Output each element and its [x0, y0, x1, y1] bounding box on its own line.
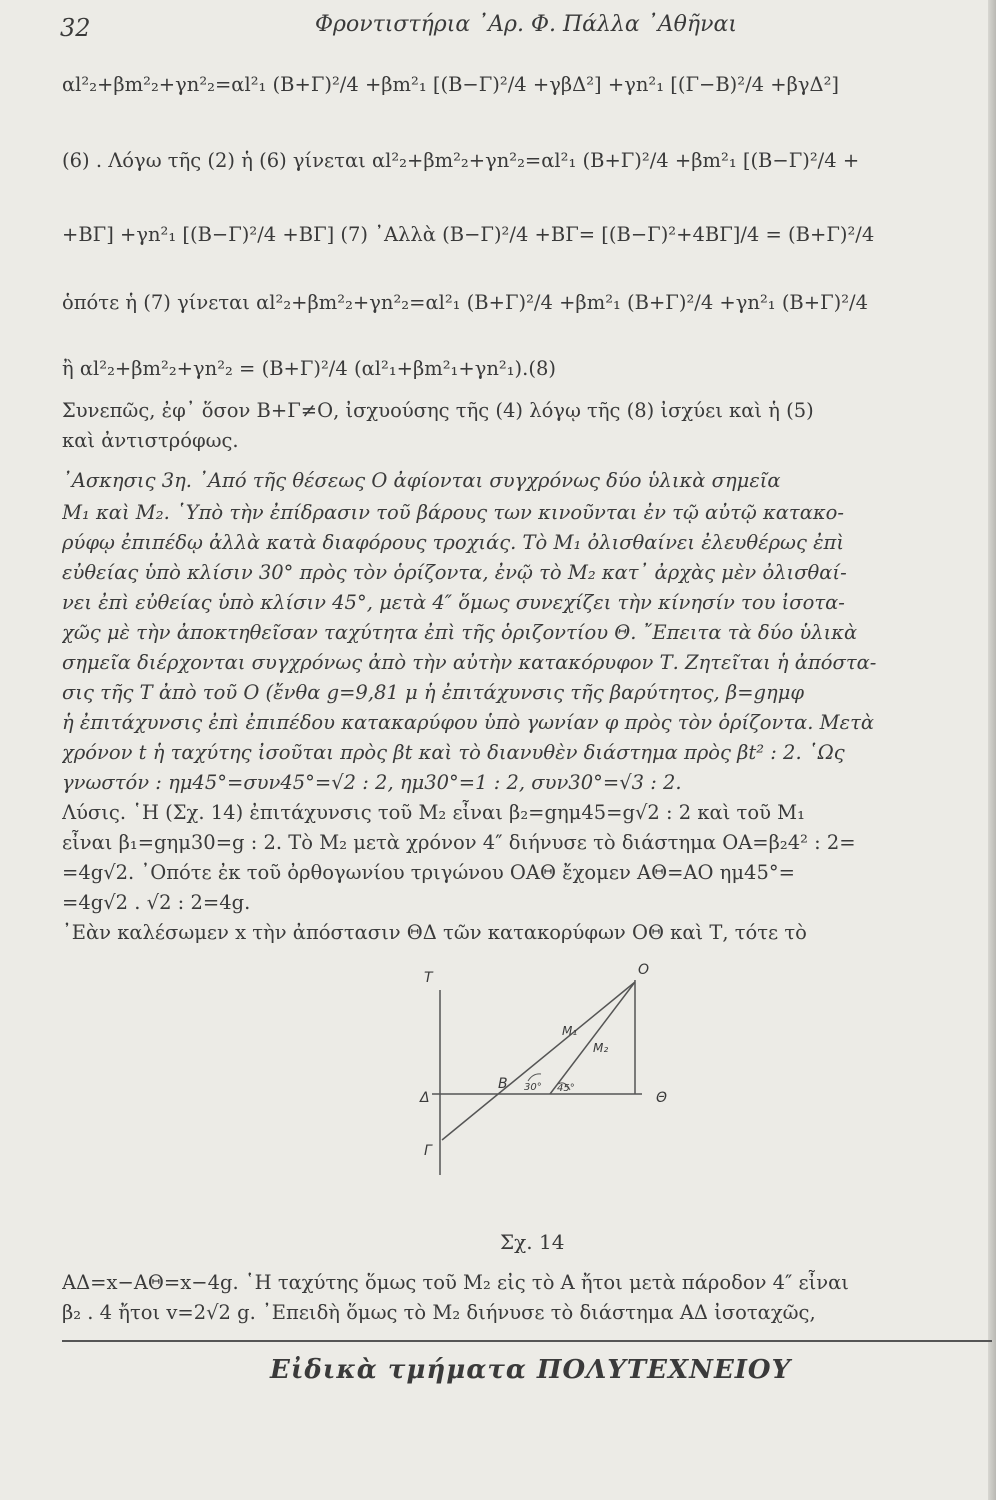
page-edge-shadow [988, 0, 996, 1500]
exercise-line: ἡ ἐπιτάχυνσις ἐπὶ ἐπιπέδου κατακαρύφου ὑπὸ γωνίαν φ πρὸς τὸν ὁρίζοντα. Μετὰ [62, 711, 875, 734]
exercise-line: χρόνον t ἡ ταχύτης ἰσοῦται πρὸς βt καὶ τὸ διανυθὲν διάστημα πρὸς βt² : 2. ῾Ως [62, 741, 845, 764]
exercise-line: σις τῆς Τ ἀπὸ τοῦ Ο (ἔνθα g=9,81 μ ἡ ἐπιτάχυνσις τῆς βαρύτητος, β=gημφ [62, 681, 805, 704]
page-number: 32 [60, 14, 91, 42]
equation-line: αl²₂+βm²₂+γn²₂=αl²₁ (Β+Γ)²/4 +βm²₁ [(Β−Γ)²/4 +γβΔ²] +γn²₁ [(Γ−Β)²/4 +βγΔ²] [62, 73, 840, 96]
figure-caption: Σχ. 14 [500, 1230, 565, 1254]
text-line: Συνεπῶς, ἐφ᾽ ὅσον Β+Γ≠Ο, ἰσχυούσης τῆς (4) λόγῳ τῆς (8) ἰσχύει καὶ ἡ (5) [62, 399, 814, 422]
label-gamma: Γ [424, 1143, 432, 1159]
label-t: T [424, 970, 433, 986]
exercise-line: σημεῖα διέρχονται συγχρόνως ἀπὸ τὴν αὐτὴν κατακόρυφον Τ. Ζητεῖται ἡ ἀπόστα- [62, 651, 877, 674]
exercise-line: εὐθείας ὑπὸ κλίσιν 30° πρὸς τὸν ὁρίζοντα, ἐνῷ τὸ Μ₂ κατ᾽ ἀρχὰς μὲν ὀλισθαί- [62, 561, 847, 584]
exercise-line: γνωστόν : ημ45°=συν45°=√2 : 2, ημ30°=1 : 2, συν30°=√3 : 2. [62, 771, 682, 794]
solution-line: β₂ . 4 ἤτοι v=2√2 g. ᾽Επειδὴ ὅμως τὸ Μ₂ διήνυσε τὸ διάστημα ΑΔ ἰσοταχῶς, [62, 1301, 816, 1324]
text-line: καὶ ἀντιστρόφως. [62, 429, 239, 452]
equation-line-8: ἢ αl²₂+βm²₂+γn²₂ = (Β+Γ)²/4 (αl²₁+βm²₁+γn²₁).(8) [62, 357, 556, 380]
label-b: B [498, 1076, 508, 1092]
exercise-line: χῶς μὲ τὴν ἀποκτηθεῖσαν ταχύτητα ἐπὶ τῆς ὁριζοντίου Θ. ῎Επειτα τὰ δύο ὑλικὰ [62, 621, 858, 644]
solution-line: Λύσις. ῾Η (Σχ. 14) ἐπιτάχυνσις τοῦ Μ₂ εἶναι β₂=gημ45=g√2 : 2 καὶ τοῦ Μ₁ [62, 801, 805, 824]
text-line: (6) . Λόγω τῆς (2) ἡ (6) γίνεται αl²₂+βm²₂+γn²₂=αl²₁ (Β+Γ)²/4 +βm²₁ [(Β−Γ)²/4 + [62, 149, 860, 172]
label-m1: M₁ [562, 1024, 578, 1038]
text-line: ὁπότε ἡ (7) γίνεται αl²₂+βm²₂+γn²₂=αl²₁ (Β+Γ)²/4 +βm²₁ (Β+Γ)²/4 +γn²₁ (Β+Γ)²/4 [62, 291, 869, 314]
exercise-line: ρύφῳ ἐπιπέδῳ ἀλλὰ κατὰ διαφόρους τροχιάς. Τὸ Μ₁ ὀλισθαίνει ἐλευθέρως ἐπὶ [62, 531, 844, 554]
solution-line: εἶναι β₁=gημ30=g : 2. Τὸ Μ₂ μετὰ χρόνον 4″ διήνυσε τὸ διάστημα ΟΑ=β₂4² : 2= [62, 831, 856, 854]
exercise-heading-line: ᾽Ασκησις 3η. ᾽Από τῆς θέσεως Ο ἀφίονται συγχρόνως δύο ὑλικὰ σημεῖα [62, 469, 781, 492]
solution-line: =4g√2 . √2 : 2=4g. [62, 891, 251, 914]
label-delta: Δ [420, 1090, 430, 1106]
solution-line: =4g√2. ᾽Οπότε ἐκ τοῦ ὀρθογωνίου τριγώνου ΟΑΘ ἔχομεν ΑΘ=ΑΟ ημ45°= [62, 861, 795, 884]
footer-rule [62, 1340, 992, 1342]
path-m2 [550, 982, 635, 1094]
label-angle-30: 30° [524, 1082, 542, 1093]
running-title: Φροντιστήρια ᾽Αρ. Φ. Πάλλα ᾽Αθῆναι [315, 12, 737, 37]
footer-banner: Εἰδικὰ τμήματα ΠΟΛΥΤΕΧΝΕΙΟΥ [270, 1355, 792, 1385]
path-m1 [442, 982, 635, 1140]
label-theta: Θ [656, 1090, 668, 1106]
label-m2: M₂ [593, 1041, 609, 1055]
angle-arc-30 [528, 1074, 541, 1081]
exercise-line: νει ἐπὶ εὐθείας ὑπὸ κλίσιν 45°, μετὰ 4″ ὅμως συνεχίζει τὴν κίνησίν του ἰσοτα- [62, 591, 845, 614]
text-line: +ΒΓ] +γn²₁ [(Β−Γ)²/4 +ΒΓ] (7) ᾽Αλλὰ (Β−Γ)²/4 +ΒΓ= [(Β−Γ)²+4ΒΓ]/4 = (Β+Γ)²/4 [62, 223, 875, 246]
exercise-line: Μ₁ καὶ Μ₂. ῾Υπὸ τὴν ἐπίδρασιν τοῦ βάρους των κινοῦνται ἐν τῷ αὐτῷ κατακο- [62, 501, 844, 524]
label-o: O [638, 962, 650, 978]
solution-line: ΑΔ=x−ΑΘ=x−4g. ῾Η ταχύτης ὅμως τοῦ Μ₂ εἰς τὸ Α ἤτοι μετὰ πάροδον 4″ εἶναι [62, 1271, 849, 1294]
solution-line: ᾽Εὰν καλέσωμεν x τὴν ἀπόστασιν ΘΔ τῶν κατακορύφων ΟΘ καὶ Τ, τότε τὸ [62, 921, 807, 944]
figure-14-diagram [410, 960, 710, 1180]
label-angle-45: 45° [557, 1083, 575, 1094]
